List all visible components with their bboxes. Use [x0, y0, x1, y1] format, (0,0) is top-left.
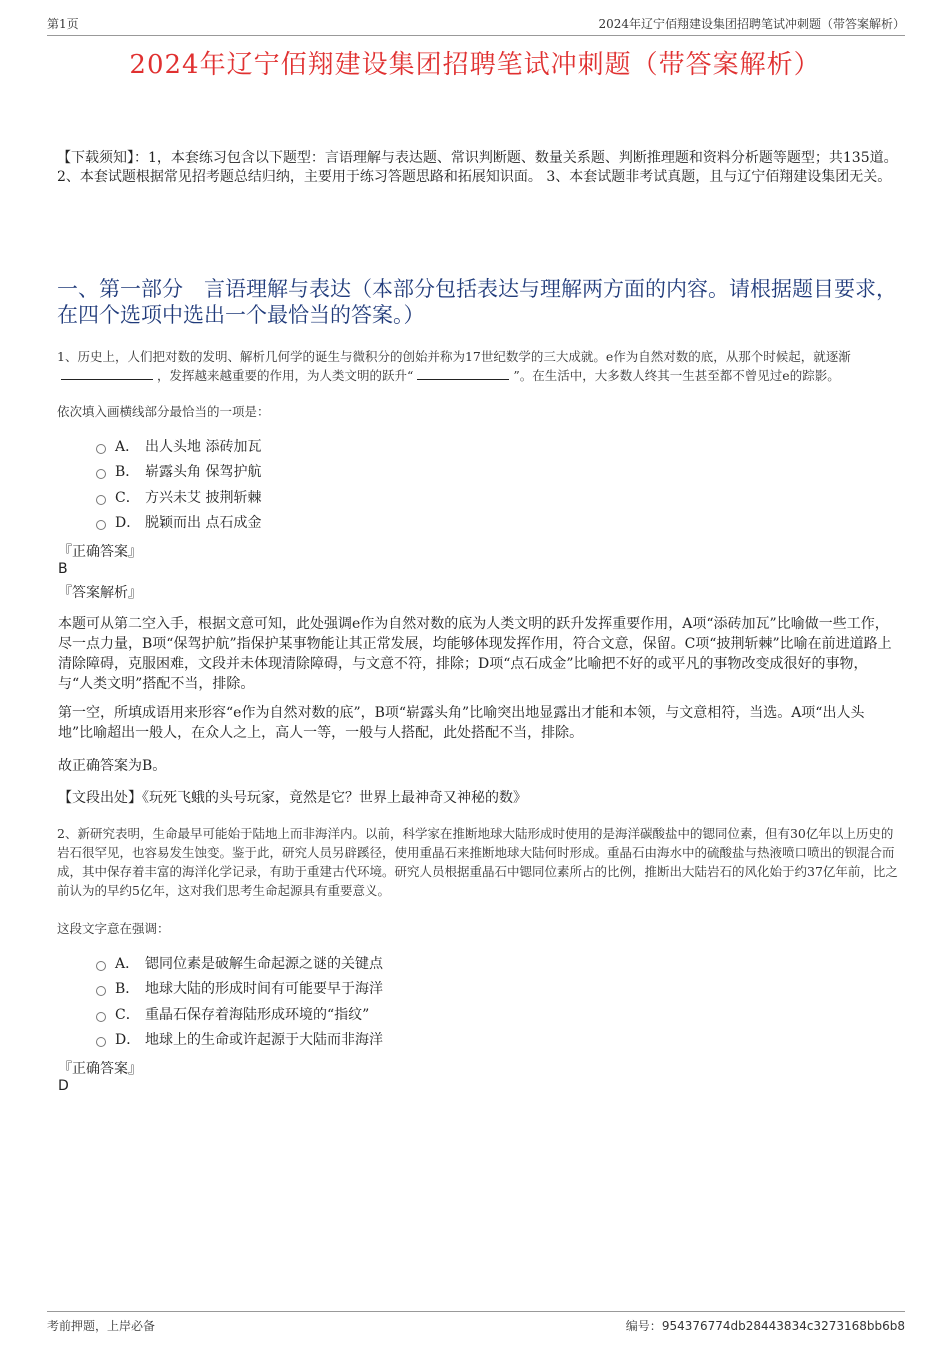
- question-2-text: 2、新研究表明，生命最早可能始于陆地上而非海洋内。以前，科学家在推断地球大陆形成时使用的是海洋碳酸盐中的锶同位素，但有30亿年以上历史的岩石很罕见，也容易发生蚀变。鉴于此，研究人员另辟蹊径，使用重晶石来推断地球大陆何时形成。重晶石由海水中的硫酸盐与热液喷口喷出的钡混合而成，其中保存着丰富的海洋化学记录，有助于重建古代环境。研究人员根据重晶石中锶同位素所占的比例，推断出大陆岩石的风化始于约37亿年前，比之前认为的早约5亿年，这对我们思考生命起源具有重要意义。: [57, 826, 898, 898]
- option-text: 地球大陆的形成时间有可能要早于海洋: [145, 981, 383, 998]
- option-letter: B．: [115, 981, 140, 998]
- correct-answer: D: [58, 1078, 69, 1094]
- section-title: 一、第一部分 言语理解与表达（本部分包括表达与理解两方面的内容。请根据题目要求，在四个选项中选出一个最恰当的答案。）: [57, 277, 897, 327]
- option-b[interactable]: [96, 459, 261, 485]
- analysis-paragraph: 本题可从第二空入手，根据文意可知，此处强调e作为自然对数的底为人类文明的跃升发挥重要作用，A项“添砖加瓦”比喻做一些工作，尽一点力量，B项“保驾护航”指保护某事物能让其正常发展，均能够体现发挥作用，符合文意，保留。C项“披荆斩棘”比喻在前进道路上清除障碍，克服困难，文段并未体现清除障碍，与文意不符，排除；D项“点石成金”比喻把不好的或平凡的事物改变成很好的事物，与“人类文明”搭配不当，排除。: [58, 616, 892, 692]
- page-number: 第1页: [47, 17, 79, 31]
- answer-label: 『正确答案』: [58, 544, 142, 560]
- option-letter: C．: [115, 1006, 140, 1023]
- option-letter: B．: [115, 464, 140, 481]
- option-letter: A．: [115, 955, 140, 972]
- option-c[interactable]: [96, 1001, 383, 1027]
- radio-button[interactable]: [96, 495, 106, 505]
- code-value: 954376774db28443834c3273168bb6b8: [661, 1319, 905, 1333]
- radio-button[interactable]: [96, 961, 106, 971]
- option-d[interactable]: [96, 510, 261, 536]
- question-1-text-part-b: ，发挥越来越重要的作用，为人类文明的跃升“: [157, 368, 414, 383]
- radio-button[interactable]: [96, 444, 106, 454]
- analysis-conclusion: 故正确答案为B。: [58, 758, 167, 774]
- question-1-options: [96, 433, 261, 535]
- option-text: 出人头地 添砖加瓦: [145, 438, 262, 455]
- option-a[interactable]: [96, 950, 383, 976]
- page-footer: [47, 1311, 905, 1334]
- option-letter: D．: [115, 1032, 141, 1049]
- header-doc-title: 2024年辽宁佰翔建设集团招聘笔试冲刺题（带答案解析）: [598, 17, 905, 31]
- option-text: 崭露头角 保驾护航: [145, 464, 262, 481]
- source-citation: 【文段出处】《玩死飞蛾的头号玩家，竟然是它？世界上最神奇又神秘的数》: [58, 790, 527, 806]
- option-text: 重晶石保存着海陆形成环境的“指纹”: [145, 1006, 370, 1023]
- radio-button[interactable]: [96, 1012, 106, 1022]
- analysis-label: 『答案解析』: [58, 585, 142, 601]
- radio-button[interactable]: [96, 469, 106, 479]
- footer-slogan: 考前押题，上岸必备: [47, 1319, 156, 1333]
- option-d[interactable]: [96, 1027, 383, 1053]
- option-text: 脱颖而出 点石成金: [145, 515, 262, 532]
- document-code: [626, 1317, 905, 1334]
- analysis-paragraph: 第一空，所填成语用来形容“e作为自然对数的底”，B项“崭露头角”比喻突出地显露出才能和本领，与文意相符，当选。A项“出人头地”比喻超出一般人，在众人之上，高人一等，一般与人搭配，此处搭配不当，排除。: [58, 705, 865, 741]
- option-letter: C．: [115, 489, 140, 506]
- radio-button[interactable]: [96, 986, 106, 996]
- answer-label: 『正确答案』: [58, 1061, 142, 1077]
- option-text: 地球上的生命或许起源于大陆而非海洋: [145, 1032, 383, 1049]
- fill-blank-2: [417, 367, 509, 380]
- question-2-options: [96, 950, 383, 1052]
- option-text: 锶同位素是破解生命起源之谜的关键点: [145, 955, 383, 972]
- option-text: 方兴未艾 披荆斩棘: [145, 489, 262, 506]
- option-letter: A．: [115, 438, 140, 455]
- question-1-text-part-a: 1、历史上，人们把对数的发明、解析几何学的诞生与微积分的创始并称为17世纪数学的三大成就。e作为自然对数的底，从那个时候起，就逐渐: [57, 349, 851, 364]
- question-1-prompt: 依次填入画横线部分最恰当的一项是：: [57, 404, 270, 419]
- option-letter: D．: [115, 515, 141, 532]
- radio-button[interactable]: [96, 1037, 106, 1047]
- option-a[interactable]: [96, 433, 261, 459]
- option-b[interactable]: [96, 976, 383, 1002]
- radio-button[interactable]: [96, 520, 106, 530]
- option-c[interactable]: [96, 484, 261, 510]
- document-title: 2024年辽宁佰翔建设集团招聘笔试冲刺题（带答案解析）: [129, 50, 821, 80]
- page-header: [47, 15, 905, 36]
- question-1-text-part-c: ”。在生活中，大多数人终其一生甚至都不曾见过e的踪影。: [513, 368, 840, 383]
- correct-answer: B: [58, 561, 68, 577]
- question-2-prompt: 这段文字意在强调：: [57, 921, 170, 936]
- download-notice: 【下载须知】：1，本套练习包含以下题型：言语理解与表达题、常识判断题、数量关系题、判断推理题和资料分析题等题型；共135道。 2、本套试题根据常见招考题总结归纳，主要用于练习答题思路和拓展知识面。 3、本套试题非考试真题，且与辽宁佰翔建设集团无关。: [57, 150, 898, 185]
- code-label: 编号：: [625, 1319, 662, 1333]
- fill-blank-1: [61, 367, 153, 380]
- question-1-text: [57, 347, 902, 385]
